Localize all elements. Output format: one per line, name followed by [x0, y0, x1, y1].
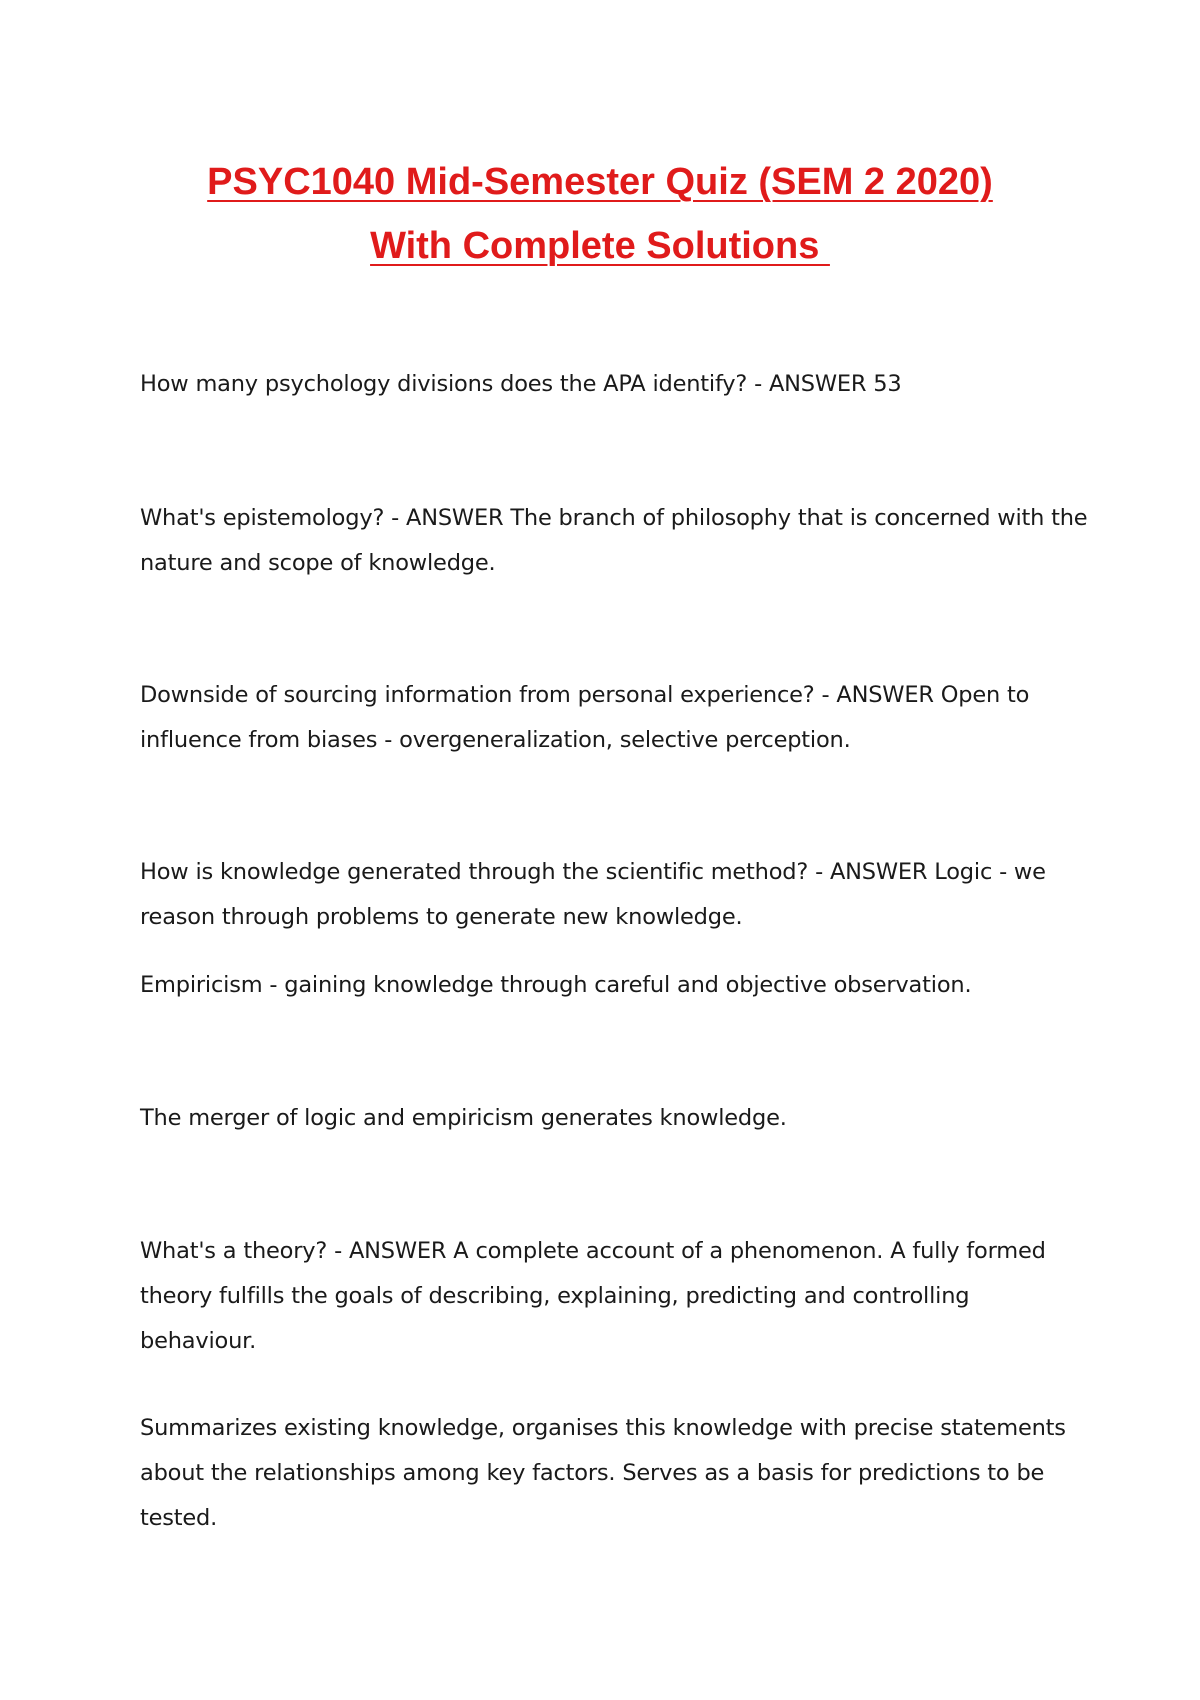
question-apa-divisions: How many psychology divisions does the APA identify? - ANSWER 53 — [140, 371, 902, 397]
title-line-2: With Complete Solutions — [370, 225, 830, 267]
title-line-1: PSYC1040 Mid-Semester Quiz (SEM 2 2020) — [207, 161, 993, 203]
question-scientific-method: How is knowledge generated through the scientific method? - ANSWER Logic - we reason through problems to generate new knowledge. — [140, 859, 1046, 930]
paragraph-merger: The merger of logic and empiricism generates knowledge. — [140, 1105, 787, 1131]
question-personal-experience: Downside of sourcing information from personal experience? - ANSWER Open to influence from biases - overgeneralization, selective perception. — [140, 682, 1030, 753]
paragraph-empiricism: Empiricism - gaining knowledge through careful and objective observation. — [140, 972, 972, 998]
question-epistemology: What's epistemology? - ANSWER The branch of philosophy that is concerned with the nature and scope of knowledge. — [140, 505, 1088, 576]
document-title — [0, 150, 1200, 278]
paragraph-theory-summary: Summarizes existing knowledge, organises this knowledge with precise statements about the relationships among key factors. Serves as a basis for predictions to be tested. — [140, 1415, 1066, 1531]
question-theory: What's a theory? - ANSWER A complete account of a phenomenon. A fully formed theory fulfills the goals of describing, explaining, predicting and controlling behaviour. — [140, 1238, 1046, 1354]
